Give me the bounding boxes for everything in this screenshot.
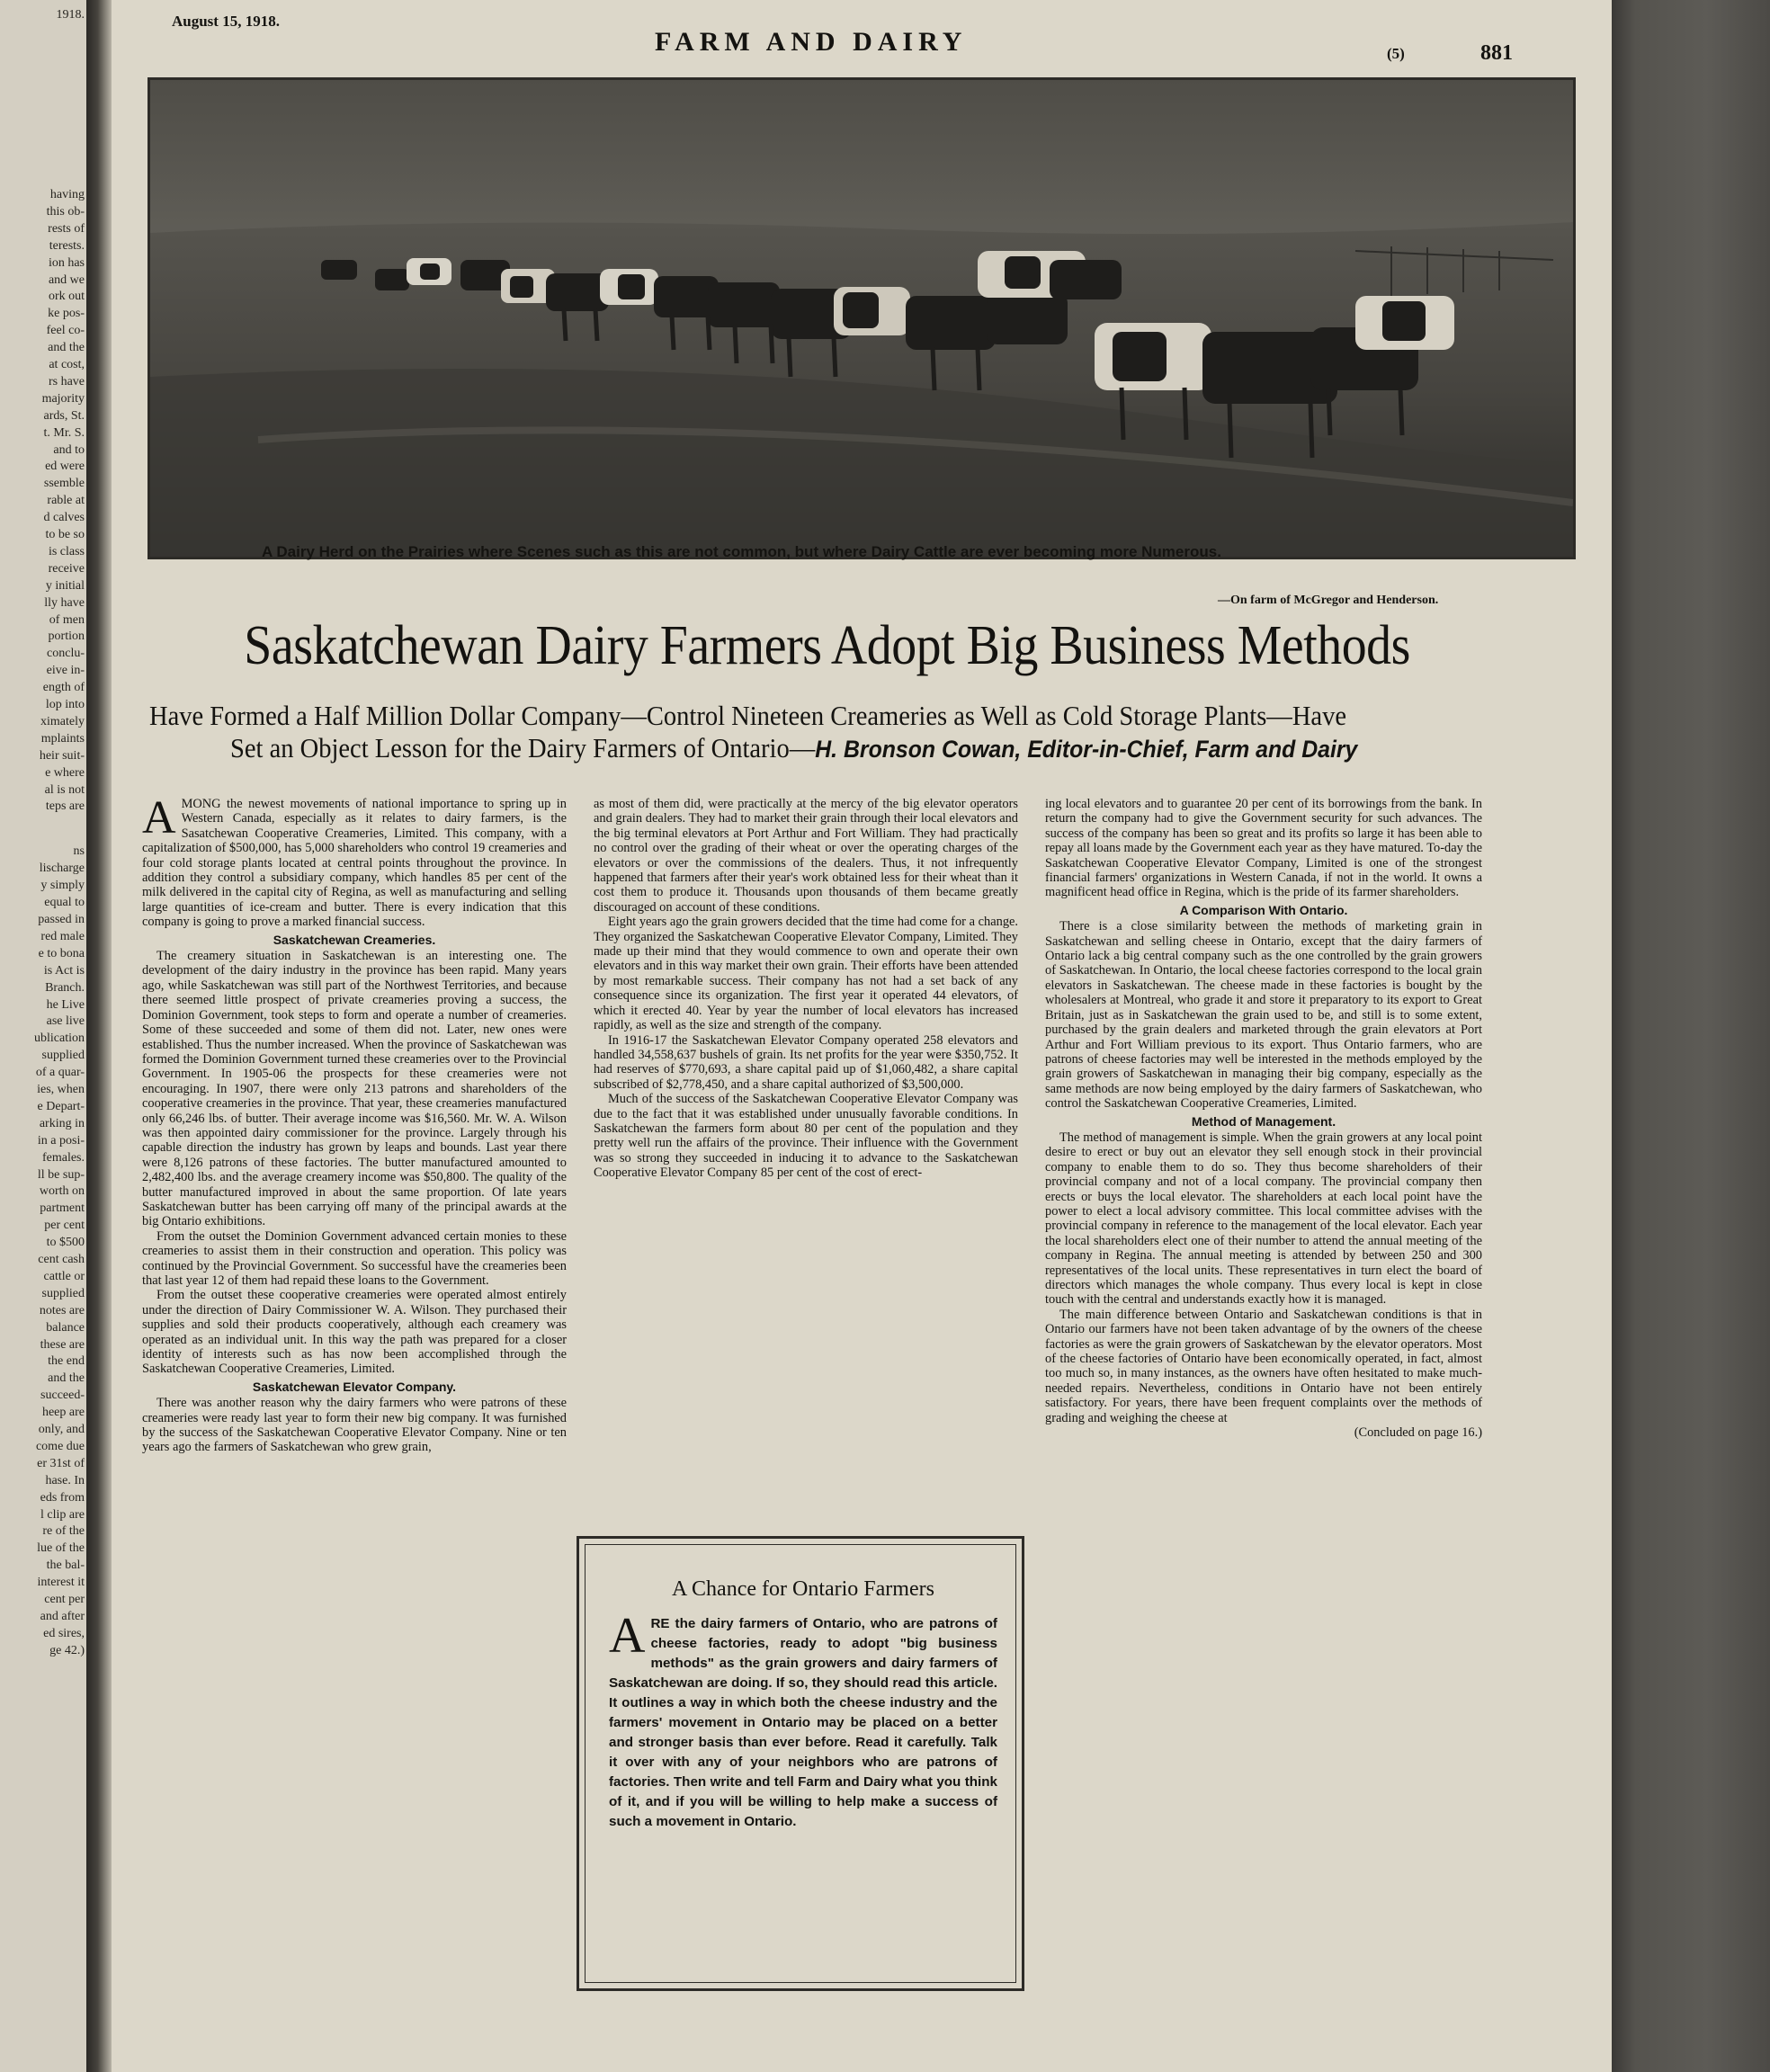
- facing-page-text-fragment: partment: [40, 1201, 85, 1216]
- paragraph: as most of them did, were practically at the mercy of the big elevator operators and grain dealers. They had to market their grain through their local elevators and the big terminal elevators at Port Arthur and Fort William. They had practically no control over the grading of their wheat or over the operating charges of the elevators or over the commissions of the dealers. Thus, it not infrequently happened that farmers after their year's work obtained less for their wheat than it cost them to produce it. Thousands upon thousands of them became greatly discouraged on account of these conditions.: [594, 797, 1018, 915]
- facing-page-text-fragment: feel co-: [46, 324, 85, 338]
- facing-page-text-fragment: e Depart-: [37, 1099, 85, 1113]
- paragraph: From the outset these cooperative creameries were operated almost entirely under the direction of Dairy Commissioner W. A. Wilson. They purchased their supplies and sold their products cooperatively, although each creamery was operated as an individual unit. In this way the path was prepared for a closer identity of interests such as has now been accomplished through the Saskatchewan Cooperative Creameries, Limited.: [142, 1288, 567, 1377]
- facing-page-text-fragment: ge 42.): [49, 1643, 85, 1657]
- facing-page-text-fragment: ssemble: [43, 477, 85, 491]
- facing-page-text-fragment: and after: [40, 1609, 85, 1623]
- newspaper-page: [112, 0, 1612, 2072]
- facing-page-text-fragment: lischarge: [39, 862, 85, 876]
- sidebar-title: A Chance for Ontario Farmers: [672, 1577, 934, 1601]
- facing-page-text-fragment: e to bona: [38, 946, 85, 960]
- paragraph: The creamery situation in Saskatchewan is an interesting one. The development of the dairy industry in the province has been rapid. Many years ago, while Saskatchewan was still part of the Northwest Territories, and because there seemed little prospect of private creameries proving a success, the Dominion Government, took steps to form and operate a number of creameries. Some of these succeeded and some of them did not. Later, new ones were established. Thus the number increased. When the province of Saskatchewan was formed the Dominion Government turned these creameries over to the Provincial Government. In 1905-06 the prospects for these creameries were not encouraging. In 1907, there were only 213 patrons and shareholders of the cooperative creameries in the province. That year, these creameries manufactured only 66,246 lbs. of butter. Their average income was $16,560. Mr. W. A. Wilson was then appointed dairy commissioner for the province. Largely through his capable direction the industry has grown by leaps and bounds. Last year there were 8,126 patrons of these factories. The butter manufactured amounted to 2,482,400 lbs. and the average creamery income was $50,800. The quality of the butter manufactured improved in about the same proportion. Of late years Saskatchewan butter has been carrying off many of the principal awards at the big Ontario exhibitions.: [142, 949, 567, 1229]
- facing-page-text-fragment: terests.: [49, 238, 85, 253]
- facing-page-text-fragment: y simply: [40, 879, 85, 893]
- facing-page-text-fragment: this ob-: [46, 204, 85, 219]
- facing-page-text-fragment: is Act is: [43, 963, 85, 978]
- article-headline: Saskatchewan Dairy Farmers Adopt Big Business Methods: [244, 615, 1410, 676]
- facing-page-text-fragment: rests of: [48, 221, 85, 236]
- facing-page-text-fragment: and we: [48, 272, 85, 287]
- paragraph: The method of management is simple. When the grain growers at any local point desire to erect or buy out an elevator they sell enough stock in their provincial company to enable them to do so. They thus become shareholders of their provincial company and not of a local company. The provincial company then erects or buys the local elevator. The shareholders at each local point have the power to elect a local advisory committee. This local committee advises with the provincial company in reference to the management of the local elevator. Each year the local shareholders elect one of their number to attend the annual meeting of the company in Regina. The annual meeting is attended by between 250 and 300 representatives of the local units. These representatives in turn elect the board of directors which manages the whole company. Thus every local is kept in close touch with the central and understands exactly how it is managed.: [1045, 1130, 1482, 1308]
- facing-page-text-fragment: ies, when: [37, 1083, 85, 1096]
- facing-page-text-fragment: heep are: [41, 1406, 85, 1420]
- facing-page-text-fragment: and the: [48, 1371, 85, 1386]
- sidebar-box-inner: [585, 1544, 1016, 1983]
- paragraph: In 1916-17 the Saskatchewan Elevator Company operated 258 elevators and handled 34,558,637 bushels of grain. Its net profits for the year were $350,752. It had reserves of $770,693, a share capital paid up of $1,060,482, a share capital subscribed of $2,778,450, and a share capital authorized of $3,500,000.: [594, 1032, 1018, 1092]
- facing-page-text-fragment: portion: [48, 630, 85, 644]
- page-number: 881: [1480, 41, 1513, 65]
- facing-page-text-fragment: ork out: [48, 290, 85, 304]
- facing-page-text-fragment: is class: [48, 544, 85, 558]
- facing-page-text-fragment: ed sires,: [43, 1626, 85, 1640]
- facing-page-text-fragment: hase. In: [45, 1473, 85, 1487]
- facing-page-text-fragment: eive in-: [46, 664, 85, 678]
- paragraph: From the outset the Dominion Government advanced certain monies to these creameries to assist them in their construction and operation. This policy was continued by the Provincial Government. So successful have the creameries been that last year 12 of them had repaid these loans to the Government.: [142, 1228, 567, 1288]
- paragraph-text: MONG the newest movements of national importance to spring up in Western Canada, especially as it relates to dairy farmers, is the Sasatchewan Cooperative Creameries, Limited. This company, with a capitalization of $500,000, has 5,000 shareholders who control 19 creameries and four cold storage plants located at central points throughout the province. In addition they control a subsidiary company, which handles 85 per cent of the milk delivered in the capital city of Regina, as well as manufacturing and selling large quantities of ice-cream and butter. There is every indication that this company is going to prove a marked financial success.: [142, 797, 567, 930]
- issue-number: (5): [1387, 45, 1405, 62]
- facing-page-text-fragment: succeed-: [40, 1389, 85, 1403]
- byline: H. Bronson Cowan, Editor-in-Chief, Farm and Dairy: [815, 736, 1358, 763]
- section-heading-creameries: Saskatchewan Creameries.: [273, 932, 436, 947]
- facing-page-text-fragment: the end: [48, 1354, 85, 1369]
- facing-page-text-fragment: ll be sup-: [37, 1167, 85, 1182]
- facing-page-text-fragment: Branch.: [45, 980, 85, 995]
- facing-page-text-fragment: ximately: [40, 714, 85, 728]
- facing-page-text-fragment: teps are: [45, 799, 85, 814]
- facing-page-text-fragment: ength of: [42, 681, 85, 695]
- facing-page-text-fragment: lop into: [45, 698, 85, 711]
- facing-page-text-fragment: come due: [35, 1439, 85, 1453]
- facing-page-text-fragment: ion has: [48, 255, 85, 270]
- facing-page-text-fragment: ns: [73, 844, 85, 859]
- facing-page-text-fragment: he Live: [46, 997, 85, 1012]
- facing-page-text-fragment: red male: [40, 929, 85, 943]
- facing-page-text-fragment: worth on: [39, 1184, 85, 1199]
- paragraph: ing local elevators and to guarantee 20 per cent of its borrowings from the bank. In return the company had to give the Government security for such advances. The success of the company has been so great and its profits so large it has been able to repay all loans made by the Government each year as they have matured. To-day the Saskatchewan Cooperative Elevator Company, Limited is one of the strongest financial farmers' organizations in Western Canada, if not in the world. It owns a magnificent head office in Regina, which is the pride of its farmer shareholders.: [1045, 797, 1482, 900]
- facing-page-text-fragment: supplied: [41, 1286, 85, 1300]
- paragraph: The main difference between Ontario and Saskatchewan conditions is that in Ontario our farmers have not been taken advantage of by the owners of the cheese factories as were the grain growers of Saskatchewan by the elevator operators. Most of the cheese factories of Ontario have been economically operated, in fact, almost too much so, in many instances, as the owners have often hesitated to make much-needed repairs. Nevertheless, conditions in Ontario have not been entirely satisfactory. For years, there have been frequent complaints over the methods of grading and weighing the cheese at: [1045, 1307, 1482, 1425]
- paragraph: Much of the success of the Saskatchewan Cooperative Elevator Company was due to the fact that it was established under unusually favorable conditions. In Saskatchewan the farmers form about 80 per cent of the population and they pretty well run the affairs of the province. Their influence with the Government was so strong they succeeded in inducing it to advance to the Saskatchewan Cooperative Elevator Company 85 per cent of the cost of erect-: [594, 1092, 1018, 1181]
- article-column-2: [594, 797, 1018, 1181]
- facing-page-text-fragment: lly have: [44, 595, 85, 610]
- facing-page-text-fragment: in a posi-: [37, 1133, 85, 1148]
- facing-page-text-fragment: re of the: [42, 1524, 85, 1539]
- facing-page-text-fragment: equal to: [44, 896, 85, 910]
- facing-page-text-fragment: d calves: [43, 511, 85, 525]
- facing-page-text-fragment: supplied: [41, 1049, 85, 1063]
- facing-page-text-fragment: and to: [53, 442, 85, 457]
- masthead-title: FARM AND DAIRY: [655, 27, 968, 57]
- subheadline-text: Set an Object Lesson for the Dairy Farmers of Ontario—: [230, 732, 816, 764]
- continuation-note: (Concluded on page 16.): [1354, 1425, 1482, 1441]
- facing-page-text-fragment: cent per: [44, 1593, 85, 1606]
- subheadline-line-2: [230, 730, 1554, 767]
- facing-page-text-fragment: having: [49, 188, 85, 201]
- facing-page-text-fragment: only, and: [38, 1423, 85, 1436]
- paragraph: Eight years ago the grain growers decided that the time had come for a change. They organized the Saskatchewan Cooperative Elevator Company, Limited. They made up their mind that they would commence to own and operate their own elevators and in this way market their own grain. Their efforts have been attended by most remarkable success. Their company has not had a set back of any consequence since its organization. The first year it operated 44 elevators, of which it erected 40. Year by year the number of local elevators has increased rapidly, as well as the size and strength of the company.: [594, 915, 1018, 1033]
- photo-caption: A Dairy Herd on the Prairies where Scenes such as this are not common, but where Dairy Cattle are ever becoming more Numerous.: [262, 543, 1221, 560]
- facing-page-text-fragment: majority: [41, 391, 85, 406]
- facing-page-text-fragment: at cost,: [49, 358, 85, 371]
- facing-page-text-fragment: of men: [49, 612, 85, 627]
- dairy-herd-photo: [148, 77, 1576, 559]
- article-column-1: [142, 792, 567, 1455]
- facing-page-text-fragment: rable at: [47, 494, 85, 508]
- facing-page-text-fragment: cattle or: [43, 1269, 85, 1283]
- section-heading-comparison: A Comparison With Ontario.: [1179, 902, 1348, 917]
- sidebar-body: RE the dairy farmers of Ontario, who are patrons of cheese factories, ready to adopt "big business methods" as the grain growers and dairy farmers of Saskatchewan are doing. If so, they should read this article. It outlines a way in which both the cheese industry and the farmers' movement in Ontario may be placed on a better and stronger basis than ever before. Read it carefully. Talk it over with any of your neighbors who are patrons of factories. Then write and tell Farm and Dairy what you think of it, and if you will be willing to help make a success of such a movement in Ontario.: [609, 1616, 997, 1829]
- facing-page-text-fragment: to be so: [45, 528, 85, 541]
- sidebar-drop-cap: A: [609, 1608, 646, 1664]
- facing-page-text-fragment: cent cash: [38, 1253, 85, 1266]
- facing-page-text-fragment: interest it: [37, 1576, 85, 1590]
- facing-page-text-fragment: ards, St.: [43, 408, 85, 423]
- issue-date: August 15, 1918.: [172, 13, 280, 30]
- facing-page-text-fragment: the bal-: [46, 1558, 85, 1573]
- opening-paragraph: [142, 792, 567, 930]
- article-column-3: [1045, 797, 1482, 1440]
- sidebar-text: [609, 1608, 997, 1832]
- facing-page-text-fragment: notes are: [39, 1303, 85, 1317]
- sidebar-box: [577, 1536, 1024, 1991]
- facing-page-text-fragment: conclu-: [47, 647, 85, 661]
- facing-page-text-fragment: passed in: [38, 913, 85, 926]
- facing-page-text-fragment: per cent: [44, 1219, 85, 1233]
- facing-page-text-fragment: of a quar-: [35, 1066, 85, 1080]
- facing-page-text-fragment: er 31st of: [37, 1456, 85, 1470]
- facing-page-text-fragment: ublication: [34, 1032, 85, 1046]
- subheadline-line-1: Have Formed a Half Million Dollar Company—Control Nineteen Creameries as Well as Cold Storage Plants—Have: [149, 700, 1347, 731]
- drop-cap: A: [142, 792, 176, 844]
- facing-page-text-fragment: ed were: [45, 460, 85, 474]
- binding-spine: [86, 0, 112, 2072]
- facing-page-text-fragment: arking in: [39, 1116, 85, 1130]
- facing-page-text-fragment: 1918.: [56, 8, 85, 22]
- facing-page-text-fragment: al is not: [44, 782, 85, 797]
- facing-page-text-fragment: heir suit-: [39, 748, 85, 763]
- facing-page-text-fragment: to $500: [46, 1236, 85, 1250]
- facing-page-text-fragment: rs have: [48, 374, 85, 388]
- facing-page-text-fragment: these are: [40, 1337, 85, 1352]
- facing-page-fragment: [0, 0, 86, 2072]
- facing-page-text-fragment: t. Mr. S.: [43, 425, 85, 440]
- facing-page-text-fragment: eds from: [40, 1490, 85, 1505]
- facing-page-text-fragment: receive: [48, 561, 85, 576]
- section-heading-elevator: Saskatchewan Elevator Company.: [252, 1379, 457, 1394]
- facing-page-text-fragment: y initial: [45, 578, 85, 593]
- facing-page-text-fragment: e where: [45, 765, 85, 780]
- paragraph: There was another reason why the dairy farmers who were patrons of these creameries were ready last year to form their new big company. It was furnished by the success of the Saskatchewan Cooperative Elevator Company. Nine or ten years ago the farmers of Saskatchewan who grew grain,: [142, 1396, 567, 1455]
- facing-page-text-fragment: balance: [46, 1320, 85, 1335]
- facing-page-text-fragment: and the: [48, 341, 85, 355]
- facing-page-text-fragment: mplaints: [40, 731, 85, 746]
- facing-page-text-fragment: ke pos-: [48, 307, 85, 321]
- photo-credit: —On farm of McGregor and Henderson.: [1218, 594, 1439, 607]
- paragraph: There is a close similarity between the methods of marketing grain in Saskatchewan and selling cheese in Ontario, except that the dairy farmers of Ontario lack a big central company such as the one controlled by the grain growers of Saskatchewan. In Ontario, the local cheese factories correspond to the local grain elevators in Saskatchewan. The cheese made in these factories is bought by the wholesalers at Montreal, who grade it and store it preparatory to its export to Great Britain, just as in Saskatchewan the grain used to be, and still is to some extent, purchased by the grain dealers and marketed through the grain elevators at Port Arthur and Fort William previous to its export. Thus Ontario farmers, who are patrons of cheese factories may well be interested in the methods employed by the grain growers of Saskatchewan in managing their big company, especially as the same methods are now being employed by the dairy farmers of Saskatchewan, who control the Saskatchewan Cooperative Creameries, Limited.: [1045, 919, 1482, 1112]
- facing-page-text-fragment: ase live: [46, 1014, 85, 1029]
- facing-page-text-fragment: lue of the: [37, 1541, 85, 1556]
- facing-page-text-fragment: l clip are: [40, 1507, 85, 1522]
- section-heading-management: Method of Management.: [1191, 1113, 1336, 1129]
- facing-page-text-fragment: females.: [41, 1150, 85, 1165]
- scanner-edge: [1612, 0, 1770, 2072]
